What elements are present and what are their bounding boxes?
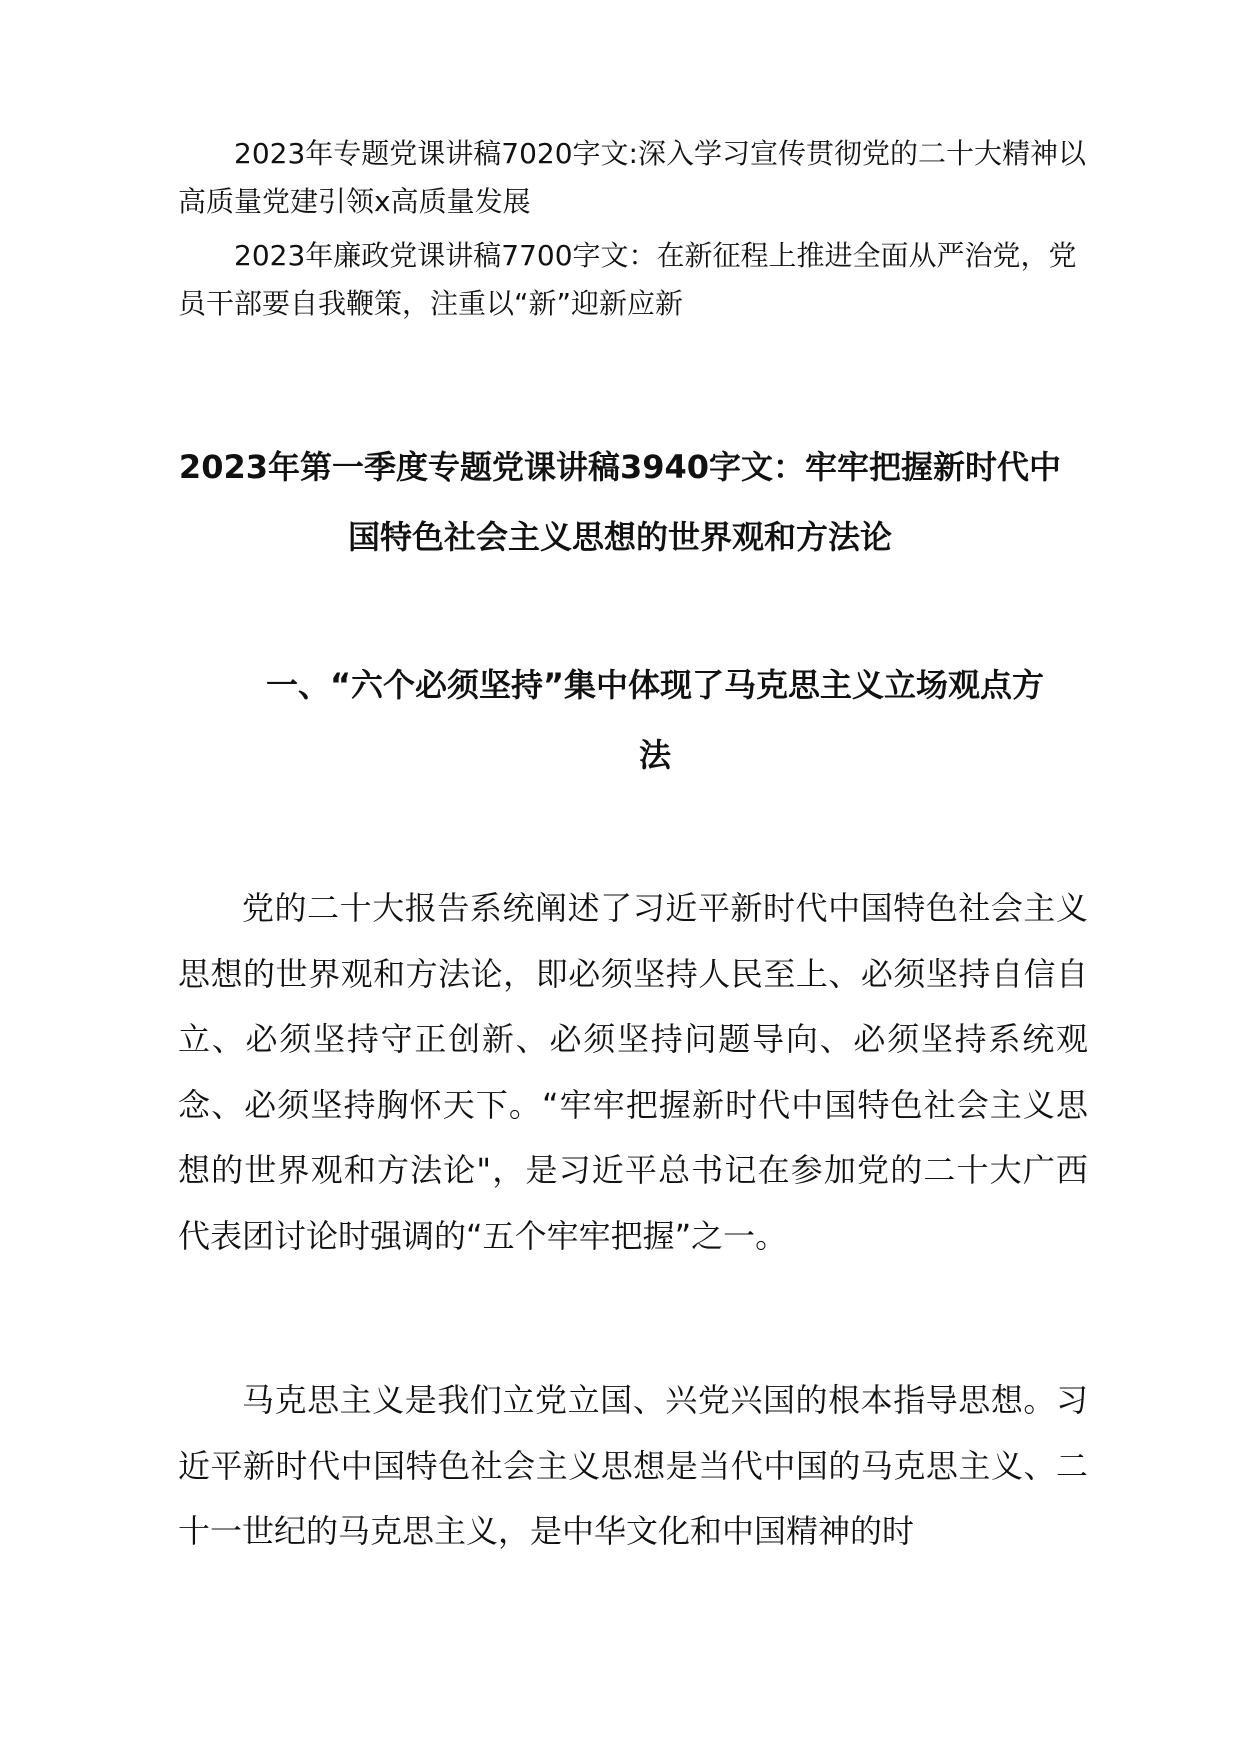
document-title: 2023年第一季度专题党课讲稿3940字文：牢牢把握新时代中国特色社会主义思想的世界观和方法论 (178, 448, 1062, 556)
related-article-link[interactable]: 2023年专题党课讲稿7020字文:深入学习宣传贯彻党的二十大精神以高质量党建引领x高质量发展 (178, 137, 1086, 218)
body-paragraph: 马克思主义是我们立党立国、兴党兴国的根本指导思想。习近平新时代中国特色社会主义思想是当代中国的马克思主义、二十一世纪的马克思主义，是中华文化和中国精神的时 (178, 1381, 1088, 1550)
body-paragraph: 党的二十大报告系统阐述了习近平新时代中国特色社会主义思想的世界观和方法论，即必须坚持人民至上、必须坚持自信自立、必须坚持守正创新、必须坚持问题导向、必须坚持系统观念、必须坚持胸怀天下。“牢牢把握新时代中国特色社会主义思想的世界观和方法论"，是习近平总书记在参加党的二十大广西代表团讨论时强调的“五个牢牢把握”之一。 (178, 889, 1088, 1255)
related-article-link[interactable]: 2023年廉政党课讲稿7700字文：在新征程上推进全面从严治党，党员干部要自我鞭策，注重以“新”迎新应新 (178, 239, 1077, 320)
section-heading: 一、“六个必须坚持”集中体现了马克思主义立场观点方法 (265, 666, 1045, 774)
